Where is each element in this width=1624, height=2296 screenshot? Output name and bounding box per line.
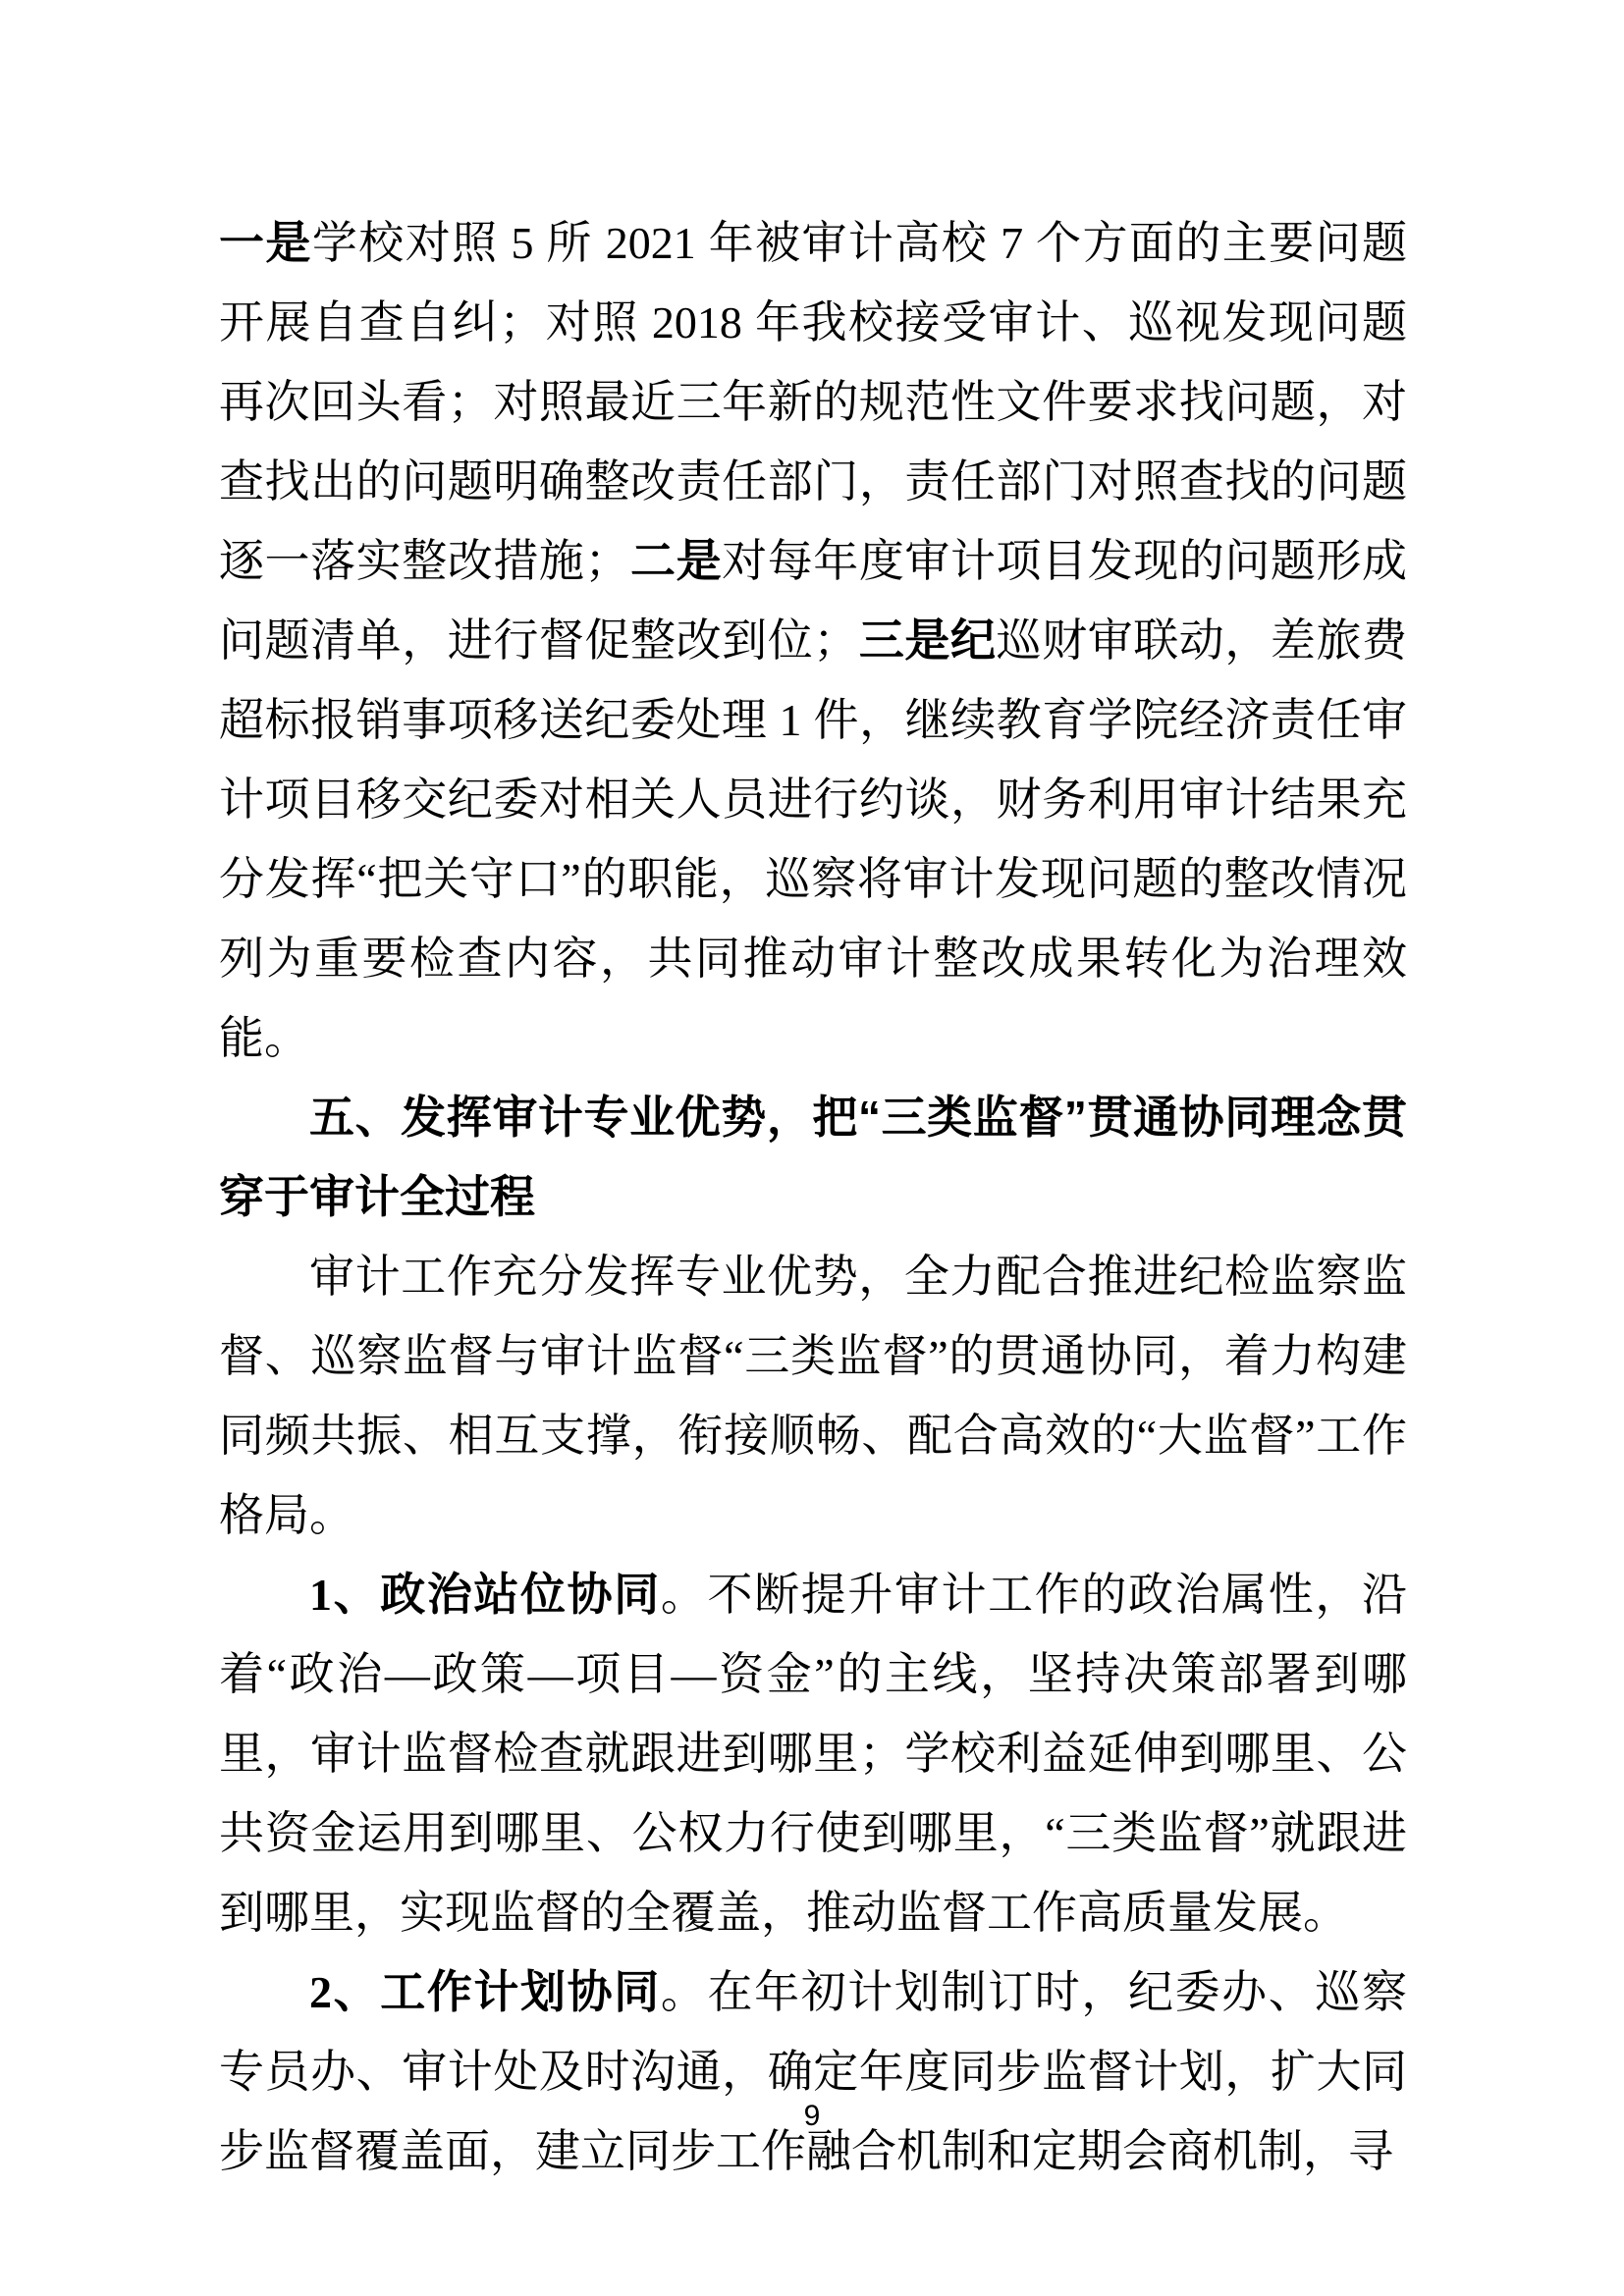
paragraph xyxy=(219,203,1407,1078)
bold-text-run: 五、发挥审计专业优势，把“三类监督”贯通协同理念贯穿于审计全过程 xyxy=(219,1092,1407,1222)
bold-text-run: 三是纪 xyxy=(858,615,997,666)
text-run: 审计工作充分发挥专业优势，全力配合推进纪检监察监督、巡察监督与审计监督“三类监督”的贯通协同，着力构建同频共振、相互支撑，衔接顺畅、配合高效的“大监督”工作格局。 xyxy=(219,1252,1407,1540)
text-run: 学校对照 5 所 2021 年被审计高校 7 个方面的主要问题开展自查自纠；对照 2018 年我校接受审计、巡视发现问题再次回头看；对照最近三年新的规范性文件要求找问题，对查找出的问题明确整改责任部门，责任部门对照查找的问题逐一落实整改措施； xyxy=(219,218,1408,586)
paragraph xyxy=(219,1952,1407,2191)
page-number: 9 xyxy=(803,2100,821,2132)
document-body xyxy=(219,203,1407,2191)
text-run: 巡财审联动，差旅费超标报销事项移送纪委处理 1 件，继续教育学院经济责任审计项目移交纪委对相关人员进行约谈，财务利用审计结果充分发挥“把关守口”的职能，巡察将审计发现问题的整改情况列为重要检查内容，共同推动审计整改成果转化为治理效能。 xyxy=(219,615,1408,1063)
bold-text-run: 一是 xyxy=(219,218,312,268)
text-run: 对每年度审计项目发现的问题形成问题清单，进行督促整改到位； xyxy=(219,536,1408,666)
text-run: 。在年初计划制订时，纪委办、巡察专员办、审计处及时沟通，确定年度同步监督计划，扩大同步监督覆盖面，建立同步工作融合机制和定期会商机制，寻 xyxy=(219,1967,1408,2176)
bold-text-run: 2、工作计划协同 xyxy=(309,1967,661,2017)
bold-text-run: 1、政治站位协同 xyxy=(309,1570,661,1620)
section-heading xyxy=(219,1078,1407,1237)
paragraph xyxy=(219,1237,1407,1555)
page-footer xyxy=(0,2097,1624,2136)
paragraph xyxy=(219,1555,1407,1952)
text-run: 。不断提升审计工作的政治属性，沿着“政治—政策—项目—资金”的主线，坚持决策部署到哪里，审计监督检查就跟进到哪里；学校利益延伸到哪里、公共资金运用到哪里、公权力行使到哪里，“三类监督”就跟进到哪里，实现监督的全覆盖，推动监督工作高质量发展。 xyxy=(219,1570,1408,1938)
bold-text-run: 二是 xyxy=(629,536,723,586)
